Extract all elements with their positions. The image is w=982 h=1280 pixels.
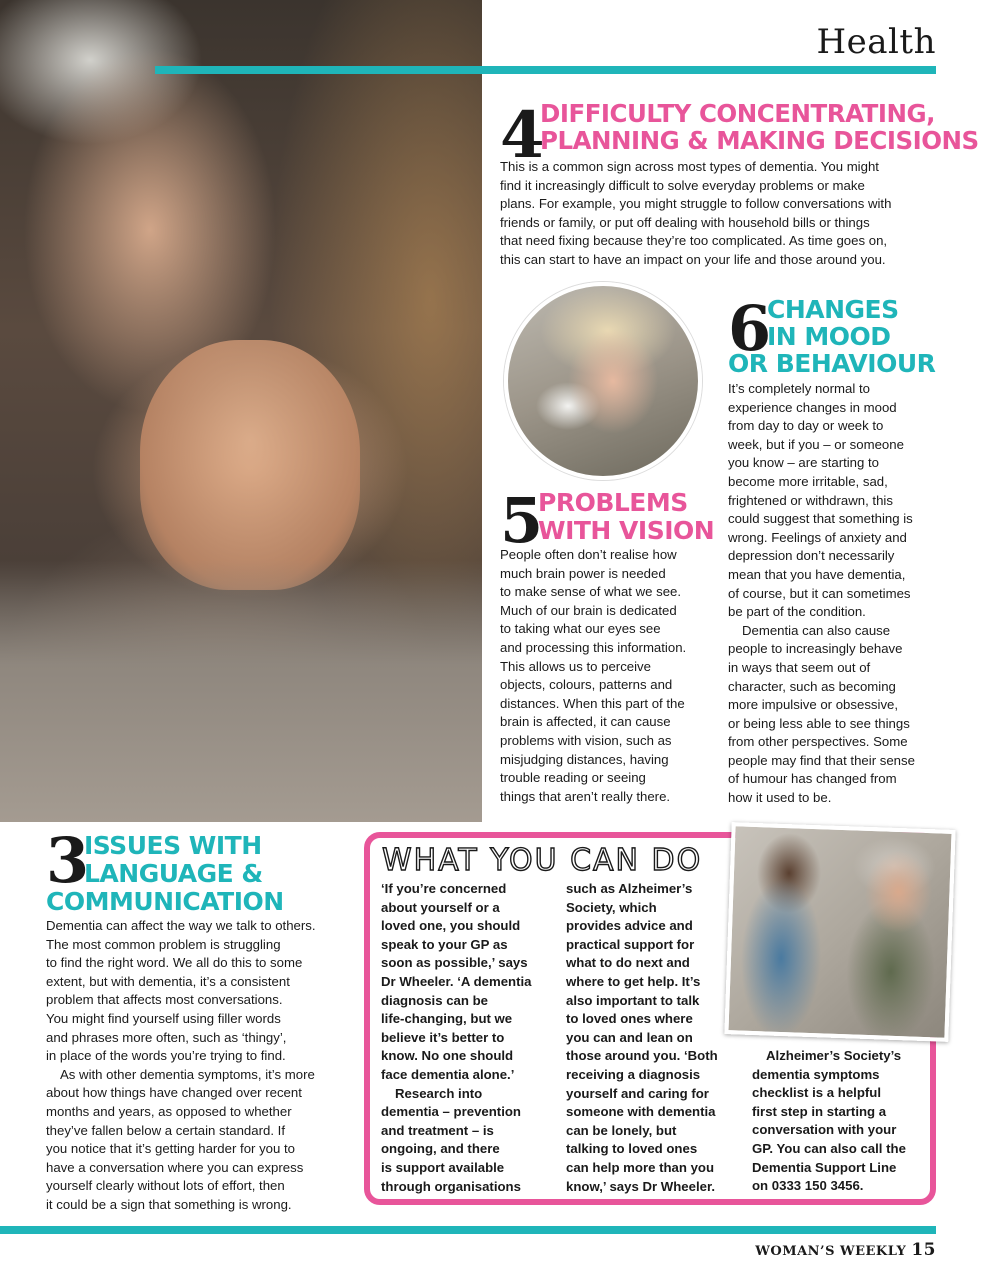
line: more impulsive or obsessive, bbox=[728, 697, 899, 713]
line: face dementia alone.’ bbox=[381, 1066, 515, 1082]
section-4-body bbox=[500, 158, 940, 270]
line: diagnosis can be bbox=[381, 992, 488, 1008]
line: ongoing, and there bbox=[381, 1141, 500, 1157]
line: practical support for bbox=[566, 936, 695, 952]
line: frightened or withdrawn, this bbox=[728, 492, 893, 508]
section-title: Health bbox=[816, 22, 936, 62]
line: how it used to be. bbox=[728, 790, 832, 806]
box-column-3 bbox=[752, 1047, 928, 1196]
line: dementia symptoms bbox=[752, 1066, 880, 1082]
line: Dr Wheeler. ‘A dementia bbox=[381, 973, 532, 989]
line: conversation with your bbox=[752, 1122, 897, 1138]
line: can help more than you bbox=[566, 1159, 715, 1175]
line: you notice that it’s getting harder for you to bbox=[46, 1141, 296, 1157]
line: from other perspectives. Some bbox=[728, 734, 908, 750]
line: life-changing, but we bbox=[381, 1011, 513, 1027]
heading-6-line2: IN MOOD bbox=[767, 322, 891, 351]
section-3-body bbox=[46, 917, 356, 1215]
line: This is a common sign across most types of dementia. You might bbox=[500, 159, 879, 174]
line: Dementia can affect the way we talk to others. bbox=[46, 918, 316, 933]
line: know. No one should bbox=[381, 1048, 514, 1064]
line: also important to talk bbox=[566, 992, 700, 1008]
section-6-body bbox=[728, 380, 943, 808]
line: distances. When this part of the bbox=[500, 695, 685, 711]
line: Alzheimer’s Society’s bbox=[766, 1048, 902, 1063]
page-footer bbox=[755, 1240, 936, 1260]
line: someone with dementia bbox=[566, 1104, 716, 1120]
heading-6-line3: OR BEHAVIOUR bbox=[728, 349, 936, 378]
sweater bbox=[0, 560, 482, 822]
line: about how things have changed over recent bbox=[46, 1085, 302, 1101]
line: Research into bbox=[395, 1085, 483, 1101]
line: you can and lean on bbox=[566, 1029, 693, 1045]
line: wrong. Feelings of anxiety and bbox=[728, 529, 907, 545]
main-photo-elderly-woman bbox=[0, 0, 482, 822]
section-5-body bbox=[500, 546, 720, 806]
line: experience changes in mood bbox=[728, 399, 897, 415]
line: they’ve fallen below a certain standard. If bbox=[46, 1122, 285, 1138]
line: of course, but it can sometimes bbox=[728, 585, 911, 601]
number-3: 3 bbox=[46, 824, 90, 897]
heading-4-line2: PLANNING & MAKING DECISIONS bbox=[540, 126, 979, 155]
line: problems with vision, such as bbox=[500, 732, 672, 748]
line: this can start to have an impact on your life and those around you. bbox=[500, 251, 886, 267]
line: As with other dementia symptoms, it’s more bbox=[60, 1066, 315, 1082]
line: you know – are starting to bbox=[728, 455, 880, 471]
line: misjudging distances, having bbox=[500, 751, 669, 767]
line: where to get help. It’s bbox=[566, 973, 701, 989]
line: loved one, you should bbox=[381, 918, 521, 934]
line: things that aren’t really there. bbox=[500, 788, 671, 804]
line: talking to loved ones bbox=[566, 1141, 698, 1157]
line: to make sense of what we see. bbox=[500, 584, 682, 600]
line: People often don’t realise how bbox=[500, 547, 677, 562]
line: people to increasingly behave bbox=[728, 641, 903, 657]
line: about yourself or a bbox=[381, 899, 500, 915]
line: checklist is a helpful bbox=[752, 1085, 881, 1101]
line: to loved ones where bbox=[566, 1011, 693, 1027]
line: first step in starting a bbox=[752, 1103, 887, 1119]
line: provides advice and bbox=[566, 918, 693, 934]
line: It’s completely normal to bbox=[728, 381, 870, 396]
line: week, but if you – or someone bbox=[728, 436, 904, 452]
line: You might find yourself using filler words bbox=[46, 1010, 281, 1026]
line: extent, but with dementia, it’s a consistent bbox=[46, 973, 290, 989]
heading-6-line1: CHANGES bbox=[767, 295, 899, 324]
line: of humour has changed from bbox=[728, 771, 897, 787]
line: months and years, as opposed to whether bbox=[46, 1103, 292, 1119]
line: plans. For example, you might struggle to follow conversations with bbox=[500, 196, 892, 212]
line: or being less able to see things bbox=[728, 715, 910, 731]
line: is support available bbox=[381, 1159, 505, 1175]
heading-5-line2: WITH VISION bbox=[538, 516, 715, 545]
heading-3-line1: ISSUES WITH bbox=[84, 831, 262, 860]
heading-4-line1: DIFFICULTY CONCENTRATING, bbox=[540, 99, 935, 128]
line: in place of the words you’re trying to find. bbox=[46, 1048, 286, 1064]
line: to taking what our eyes see bbox=[500, 621, 661, 637]
line: mean that you have dementia, bbox=[728, 566, 906, 582]
heading-3-line3: COMMUNICATION bbox=[46, 887, 284, 916]
line: receiving a diagnosis bbox=[566, 1066, 701, 1082]
page-number: 15 bbox=[911, 1240, 936, 1260]
line: Society, which bbox=[566, 899, 657, 915]
line: in ways that seem out of bbox=[728, 659, 871, 675]
line: The most common problem is struggling bbox=[46, 936, 281, 952]
line: believe it’s better to bbox=[381, 1029, 505, 1045]
line: much brain power is needed bbox=[500, 565, 666, 581]
line: depression don’t necessarily bbox=[728, 548, 895, 564]
line: soon as possible,’ says bbox=[381, 955, 528, 971]
line: from day to day or week to bbox=[728, 418, 884, 434]
bottom-divider bbox=[0, 1226, 936, 1234]
number-6: 6 bbox=[728, 292, 772, 365]
line: to find the right word. We all do this to some bbox=[46, 955, 303, 971]
line: Dementia Support Line bbox=[752, 1159, 897, 1175]
line: through organisations bbox=[381, 1178, 521, 1194]
top-divider bbox=[155, 66, 936, 74]
line: could suggest that something is bbox=[728, 511, 913, 527]
line: yourself clearly without lots of effort, then bbox=[46, 1178, 285, 1194]
heading-5-line1: PROBLEMS bbox=[538, 488, 688, 517]
line: and phrases more often, such as ‘thingy’, bbox=[46, 1029, 287, 1045]
line: such as Alzheimer’s bbox=[566, 881, 693, 896]
line: GP. You can also call the bbox=[752, 1140, 906, 1156]
line: that need fixing because they’re too complicated. As time goes on, bbox=[500, 233, 888, 249]
line: brain is affected, it can cause bbox=[500, 714, 671, 730]
line: Much of our brain is dedicated bbox=[500, 602, 677, 618]
line: be part of the condition. bbox=[728, 604, 866, 620]
line: and processing this information. bbox=[500, 639, 687, 655]
box-title: WHAT YOU CAN DO bbox=[382, 843, 703, 878]
box-column-1 bbox=[381, 880, 561, 1196]
line: have a conversation where you can express bbox=[46, 1159, 304, 1175]
line: character, such as becoming bbox=[728, 678, 896, 694]
line: and treatment – is bbox=[381, 1122, 494, 1138]
number-5: 5 bbox=[500, 484, 544, 557]
consultation-photo bbox=[724, 822, 955, 1042]
line: speak to your GP as bbox=[381, 936, 508, 952]
line: dementia – prevention bbox=[381, 1104, 521, 1120]
line: what to do next and bbox=[566, 955, 690, 971]
line: it could be a sign that something is wrong. bbox=[46, 1196, 292, 1212]
line: trouble reading or seeing bbox=[500, 770, 646, 786]
line: can be lonely, but bbox=[566, 1122, 677, 1138]
line: become more irritable, sad, bbox=[728, 473, 888, 489]
heading-3-line2: LANGUAGE & bbox=[84, 859, 263, 888]
line: problem that affects most conversations. bbox=[46, 992, 283, 1008]
line: find it increasingly difficult to solve everyday problems or make bbox=[500, 177, 865, 193]
number-4: 4 bbox=[500, 98, 545, 173]
line: friends or family, or put off dealing with household bills or things bbox=[500, 214, 870, 230]
line: Dementia can also cause bbox=[742, 622, 891, 638]
circle-photo-woman-rubbing-eye bbox=[504, 282, 702, 480]
line: those around you. ‘Both bbox=[566, 1048, 718, 1064]
line: know,’ says Dr Wheeler. bbox=[566, 1178, 716, 1194]
line: on 0333 150 3456. bbox=[752, 1178, 864, 1194]
line: people may find that their sense bbox=[728, 752, 915, 768]
line: ‘If you’re concerned bbox=[381, 881, 507, 896]
line: This allows us to perceive bbox=[500, 658, 651, 674]
magazine-name: WOMAN’S WEEKLY bbox=[755, 1244, 907, 1259]
clasped-hands bbox=[140, 340, 360, 590]
line: yourself and caring for bbox=[566, 1085, 709, 1101]
line: objects, colours, patterns and bbox=[500, 677, 673, 693]
box-column-2 bbox=[566, 880, 736, 1196]
